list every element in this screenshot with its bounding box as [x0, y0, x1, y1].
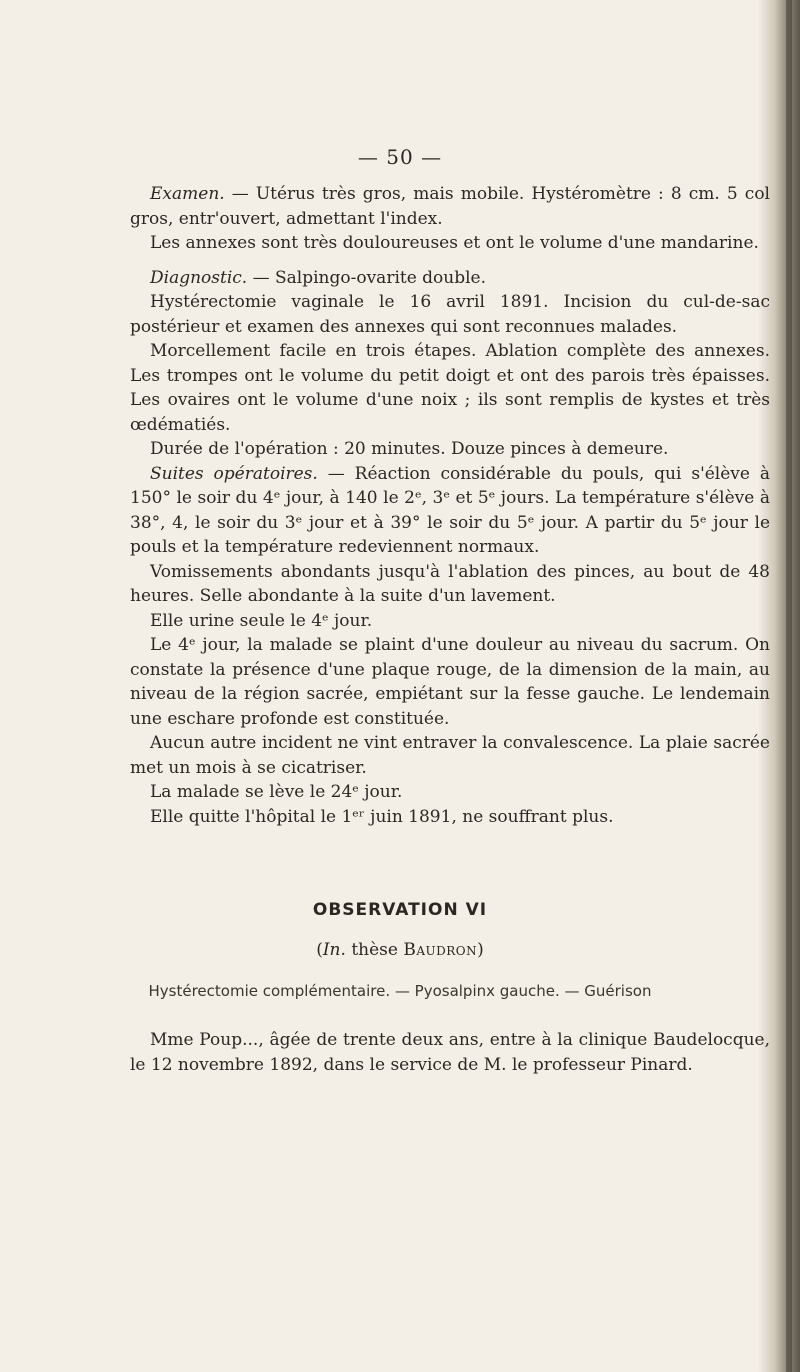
paragraph: Elle quitte l'hôpital le 1ᵉʳ juin 1891, ne souffrant plus. — [150, 806, 614, 827]
paragraph: Diagnostic. — Salpingo-ovarite double. — [150, 267, 487, 288]
observation-title: OBSERVATION VI — [312, 900, 488, 920]
page-number: — 50 — — [357, 145, 443, 169]
paragraph: Hystérectomie vaginale le 16 avril 1891. Incision du cul-de-sac postérieur et examen des annexes qui sont reconnues malades. — [130, 292, 770, 337]
paragraph: Examen. — Utérus très gros, mais mobile. Hystéromètre : 8 cm. 5 col gros, entr'ouvert, admettant l'index. — [130, 184, 770, 229]
paragraph: Les annexes sont très douloureuses et ont le volume d'une mandarine. — [150, 233, 759, 253]
observation-source: (In. thèse Baudron) — [316, 940, 484, 960]
observation-summary: Hystérectomie complémentaire. — Pyosalpinx gauche. — Guérison — [148, 982, 652, 1000]
paragraph: Elle urine seule le 4ᵉ jour. — [150, 610, 373, 631]
body-text — [130, 182, 770, 829]
paragraph: Aucun autre incident ne vint entraver la convalescence. La plaie sacrée met un mois à se cicatriser. — [130, 733, 770, 778]
paragraph: Morcellement facile en trois étapes. Ablation complète des annexes. Les trompes ont le volume du petit doigt et ont des parois très épaisses. Les ovaires ont le volume d'une noix ; ils sont remplis de kystes et très œdématiés. — [130, 341, 770, 435]
paragraph: Vomissements abondants jusqu'à l'ablation des pinces, au bout de 48 heures. Selle abondante à la suite d'un lavement. — [130, 561, 770, 606]
paragraph: Mme Poup..., âgée de trente deux ans, entre à la clinique Baudelocque, le 12 novembre 1892, dans le service de M. le professeur Pinard. — [130, 1030, 770, 1075]
paragraph: Suites opératoires. — Réaction considérable du pouls, qui s'élève à 150° le soir du 4ᵉ jour, à 140 le 2ᵉ, 3ᵉ et 5ᵉ jours. La température s'élève à 38°, 4, le soir du 3ᵉ jour et à 39° le soir du 5ᵉ jour. A partir du 5ᵉ jour le pouls et la température redeviennent normaux. — [130, 463, 771, 557]
paragraph: Durée de l'opération : 20 minutes. Douze pinces à demeure. — [150, 439, 669, 459]
paragraph: La malade se lève le 24ᵉ jour. — [150, 782, 403, 802]
paragraph: Le 4ᵉ jour, la malade se plaint d'une douleur au niveau du sacrum. On constate la présence d'une plaque rouge, de la dimension de la main, au niveau de la région sacrée, empiétant sur la fesse gauche. Le lendemain une eschare profonde est constituée. — [130, 635, 770, 729]
observation-body — [130, 1028, 770, 1078]
binding-shadow — [786, 0, 792, 1372]
